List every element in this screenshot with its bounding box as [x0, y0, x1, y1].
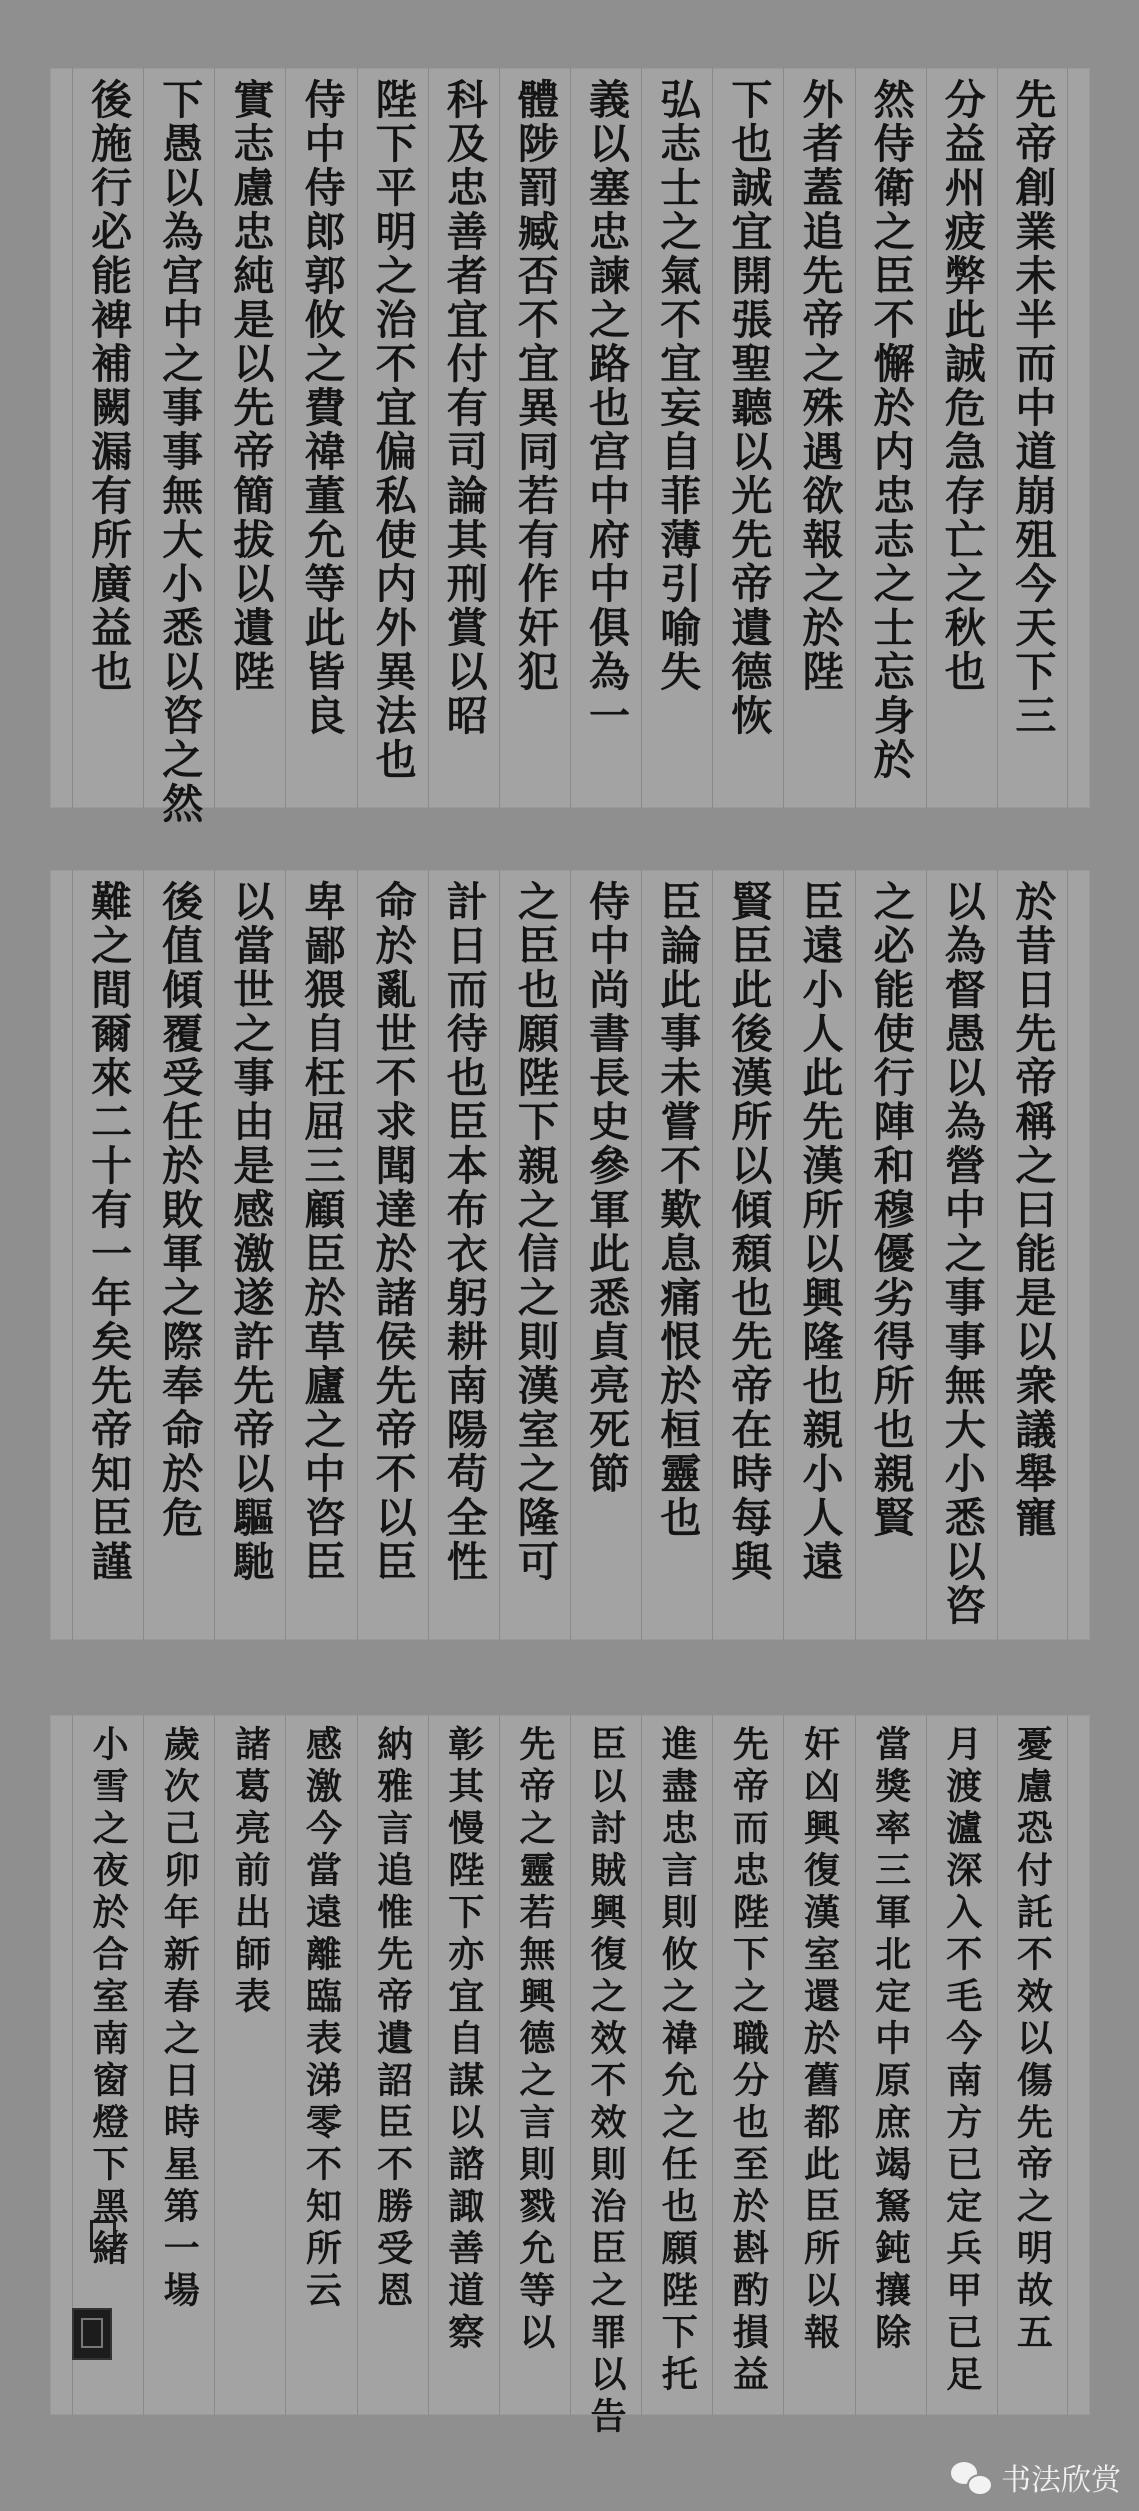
- column-group: [50, 870, 1090, 1640]
- text-column: [855, 68, 926, 808]
- text-column: [712, 1715, 783, 2415]
- text-column: [428, 870, 499, 1640]
- text-column: [143, 1715, 214, 2415]
- column-text: 臣以討賊興復之效不效則治臣之罪以告: [585, 1725, 628, 2439]
- text-column: [499, 870, 570, 1640]
- column-group: [50, 68, 1090, 826]
- column-text: 奸凶興復漢室還於舊都此臣所以報: [798, 1725, 841, 2355]
- watermark: [951, 2455, 1121, 2499]
- text-column: [926, 1715, 997, 2415]
- text-column: [570, 1715, 641, 2439]
- column-text: 後值傾覆受任於敗軍之際奉命於危: [155, 880, 204, 1540]
- column-text: 諸葛亮前出師表: [229, 1725, 272, 2019]
- text-column: [72, 68, 143, 808]
- text-column: [214, 870, 285, 1640]
- column-text: 月渡瀘深入不毛今南方已定兵甲已足: [940, 1725, 983, 2397]
- column-text: 後施行必能裨補闕漏有所廣益也: [84, 78, 133, 694]
- text-column: [72, 870, 143, 1640]
- column-text: 科及忠善者宜付有司論其刑賞以昭: [439, 78, 488, 738]
- text-column: [357, 1715, 428, 2415]
- column-text: 弘志士之氣不宜妄自菲薄引喻失: [653, 78, 702, 694]
- text-column: [143, 870, 214, 1640]
- text-column: [997, 68, 1068, 808]
- text-column: [783, 1715, 854, 2415]
- text-column: [357, 68, 428, 808]
- column-text: 進盡忠言則攸之禕允之任也願陛下托: [656, 1725, 699, 2397]
- text-column: [499, 68, 570, 808]
- text-column: [712, 870, 783, 1640]
- watermark-text: 书法欣赏: [1001, 2463, 1121, 2498]
- text-column: [570, 870, 641, 1640]
- column-text: 侍中侍郎郭攸之費禕董允等此皆良: [297, 78, 346, 738]
- column-text: 義以塞忠諫之路也宫中府中俱為一: [582, 78, 631, 738]
- column-text: 當獎率三軍北定中原庶竭駑鈍攘除: [869, 1725, 912, 2355]
- small-seal-icon: [90, 2220, 116, 2252]
- column-text: 命於亂世不求聞達於諸侯先帝不以臣: [368, 880, 417, 1584]
- text-column: [641, 68, 712, 808]
- red-seal-icon: [72, 2308, 112, 2360]
- column-text: 小雪之夜於合室南窗燈下黑緒: [87, 1725, 130, 2271]
- column-text: 計日而待也臣本布衣躬耕南陽苟全性: [439, 880, 488, 1584]
- text-column: [712, 68, 783, 808]
- column-text: 陛下平明之治不宜偏私使内外異法也: [368, 78, 417, 782]
- column-text: 憂慮恐付託不效以傷先帝之明故五: [1011, 1725, 1054, 2355]
- column-text: 以為督愚以為營中之事事無大小悉以咨: [937, 880, 986, 1628]
- text-column: [997, 870, 1068, 1640]
- column-group: [50, 1715, 1090, 2439]
- column-text: 彰其慢陛下亦宜自謀以諮諏善道察: [442, 1725, 485, 2355]
- text-column: [357, 870, 428, 1640]
- column-text: 卑鄙猥自枉屈三顧臣於草廬之中咨臣: [297, 880, 346, 1584]
- column-text: 臣論此事未嘗不歎息痛恨於桓靈也: [653, 880, 702, 1540]
- text-column: [428, 1715, 499, 2415]
- text-column: [214, 68, 285, 808]
- column-text: 然侍衛之臣不懈於内忠志之士忘身於: [866, 78, 915, 782]
- column-text: 下也誠宜開張聖聽以光先帝遺德恢: [724, 78, 773, 738]
- column-text: 分益州疲弊此誠危急存亡之秋也: [937, 78, 986, 694]
- text-column: [641, 1715, 712, 2415]
- column-text: 於昔日先帝稱之曰能是以衆議舉寵: [1008, 880, 1057, 1540]
- column-text: 賢臣此後漢所以傾頹也先帝在時每與: [724, 880, 773, 1584]
- text-column: [285, 870, 356, 1640]
- text-column: [143, 68, 214, 826]
- text-column: [285, 68, 356, 808]
- text-column: [570, 68, 641, 808]
- text-column: [855, 1715, 926, 2415]
- text-column: [997, 1715, 1068, 2415]
- column-text: 外者蓋追先帝之殊遇欲報之於陛: [795, 78, 844, 694]
- column-text: 感激今當遠離臨表涕零不知所云: [300, 1725, 343, 2313]
- column-text: 先帝而忠陛下之職分也至於斟酌損益: [727, 1725, 770, 2397]
- column-text: 侍中尚書長史參軍此悉貞亮死節: [582, 880, 631, 1496]
- text-column: [214, 1715, 285, 2415]
- text-column: [428, 68, 499, 808]
- column-text: 之臣也願陛下親之信之則漢室之隆可: [510, 880, 559, 1584]
- text-column: [641, 870, 712, 1640]
- text-column: [926, 68, 997, 808]
- text-column: [285, 1715, 356, 2415]
- wechat-icon: [951, 2460, 991, 2494]
- column-text: 體陟罰臧否不宜異同若有作奸犯: [510, 78, 559, 694]
- panel-lower: [50, 1715, 1090, 2439]
- text-column: [499, 1715, 570, 2415]
- column-text: 先帝創業未半而中道崩殂今天下三: [1008, 78, 1057, 738]
- column-text: 難之間爾來二十有一年矣先帝知臣謹: [84, 880, 133, 1584]
- column-text: 實志慮忠純是以先帝簡拔以遺陛: [226, 78, 275, 694]
- text-column: [855, 870, 926, 1640]
- column-text: 先帝之靈若無興德之言則戮允等以: [513, 1725, 556, 2355]
- column-text: 納雅言追惟先帝遺詔臣不勝受恩: [371, 1725, 414, 2313]
- column-text: 下愚以為宫中之事事無大小悉以咨之然: [155, 78, 204, 826]
- panel-upper: [50, 68, 1090, 826]
- column-text: 以當世之事由是感激遂許先帝以驅馳: [226, 880, 275, 1584]
- text-column: [783, 68, 854, 808]
- column-text: 歲次己卯年新春之日時星第一場: [158, 1725, 201, 2313]
- column-text: 臣遠小人此先漢所以興隆也親小人遠: [795, 880, 844, 1584]
- panel-middle: [50, 870, 1090, 1640]
- text-column: [783, 870, 854, 1640]
- text-column: [926, 870, 997, 1640]
- column-text: 之必能使行陣和穆優劣得所也親賢: [866, 880, 915, 1540]
